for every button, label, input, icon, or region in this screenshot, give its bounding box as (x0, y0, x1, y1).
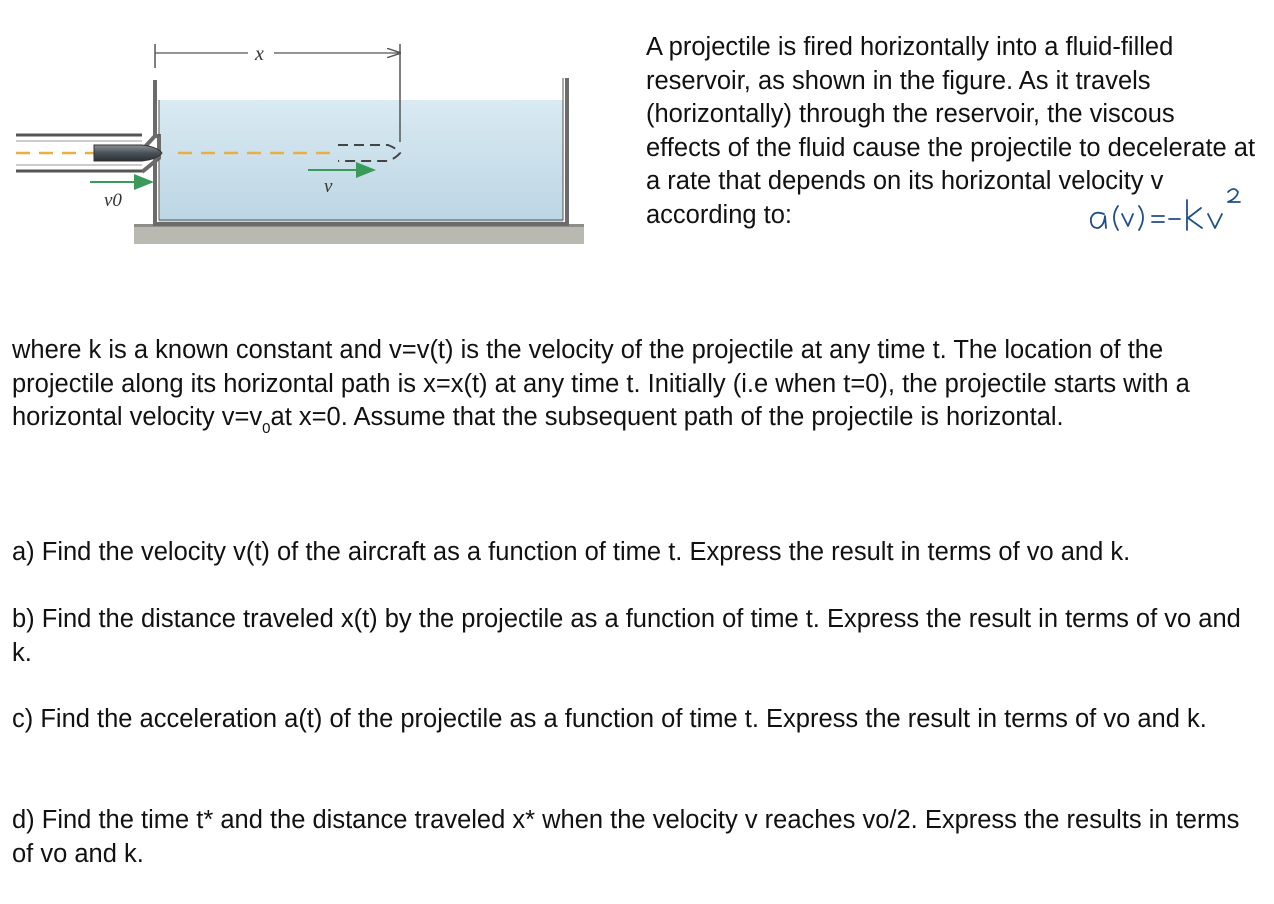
question-a: a) Find the velocity v(t) of the aircraft as a function of time t. Express the result in terms of vo and k. (12, 538, 1131, 566)
label-x: x (255, 43, 264, 65)
question-b: b) Find the distance traveled x(t) by the projectile as a function of time t. Express the result in terms of vo and k. (12, 605, 1241, 667)
label-v: v (324, 176, 333, 197)
question-d: d) Find the time t* and the distance traveled x* when the velocity v reaches vo/2. Express the results in terms of vo and k. (12, 806, 1240, 868)
problem-statement-part1: where k is a known constant and v=v(t) is the velocity of the projectile at any time t. The location of the projectile along its horizontal path is x=x(t) at any time t. Initially (i.e when t=0), the projectile starts with a horizontal velocity v=v (12, 336, 1190, 432)
v0-subscript: 0 (262, 420, 271, 438)
intro-text: A projectile is fired horizontally into a fluid-filled reservoir, as shown in the figure. As it travels (horizontally) through the reservoir, the viscous effects of the fluid cause the projectile to decelerate at a rate that depends on its horizontal velocity v according to: (646, 33, 1256, 229)
question-c: c) Find the acceleration a(t) of the projectile as a function of time t. Express the result in terms of vo and k. (12, 705, 1207, 733)
handwritten-equation (1084, 184, 1264, 240)
reservoir-figure (12, 38, 602, 253)
projectile (94, 145, 162, 161)
reservoir-diagram (12, 38, 602, 253)
fluid (159, 100, 563, 222)
problem-statement-part2: at x=0. Assume that the subsequent path of the projectile is horizontal. (270, 403, 1064, 432)
handwritten-equation-drawing (1084, 184, 1264, 240)
label-v0: v0 (104, 190, 122, 211)
problem-statement (12, 334, 1264, 438)
